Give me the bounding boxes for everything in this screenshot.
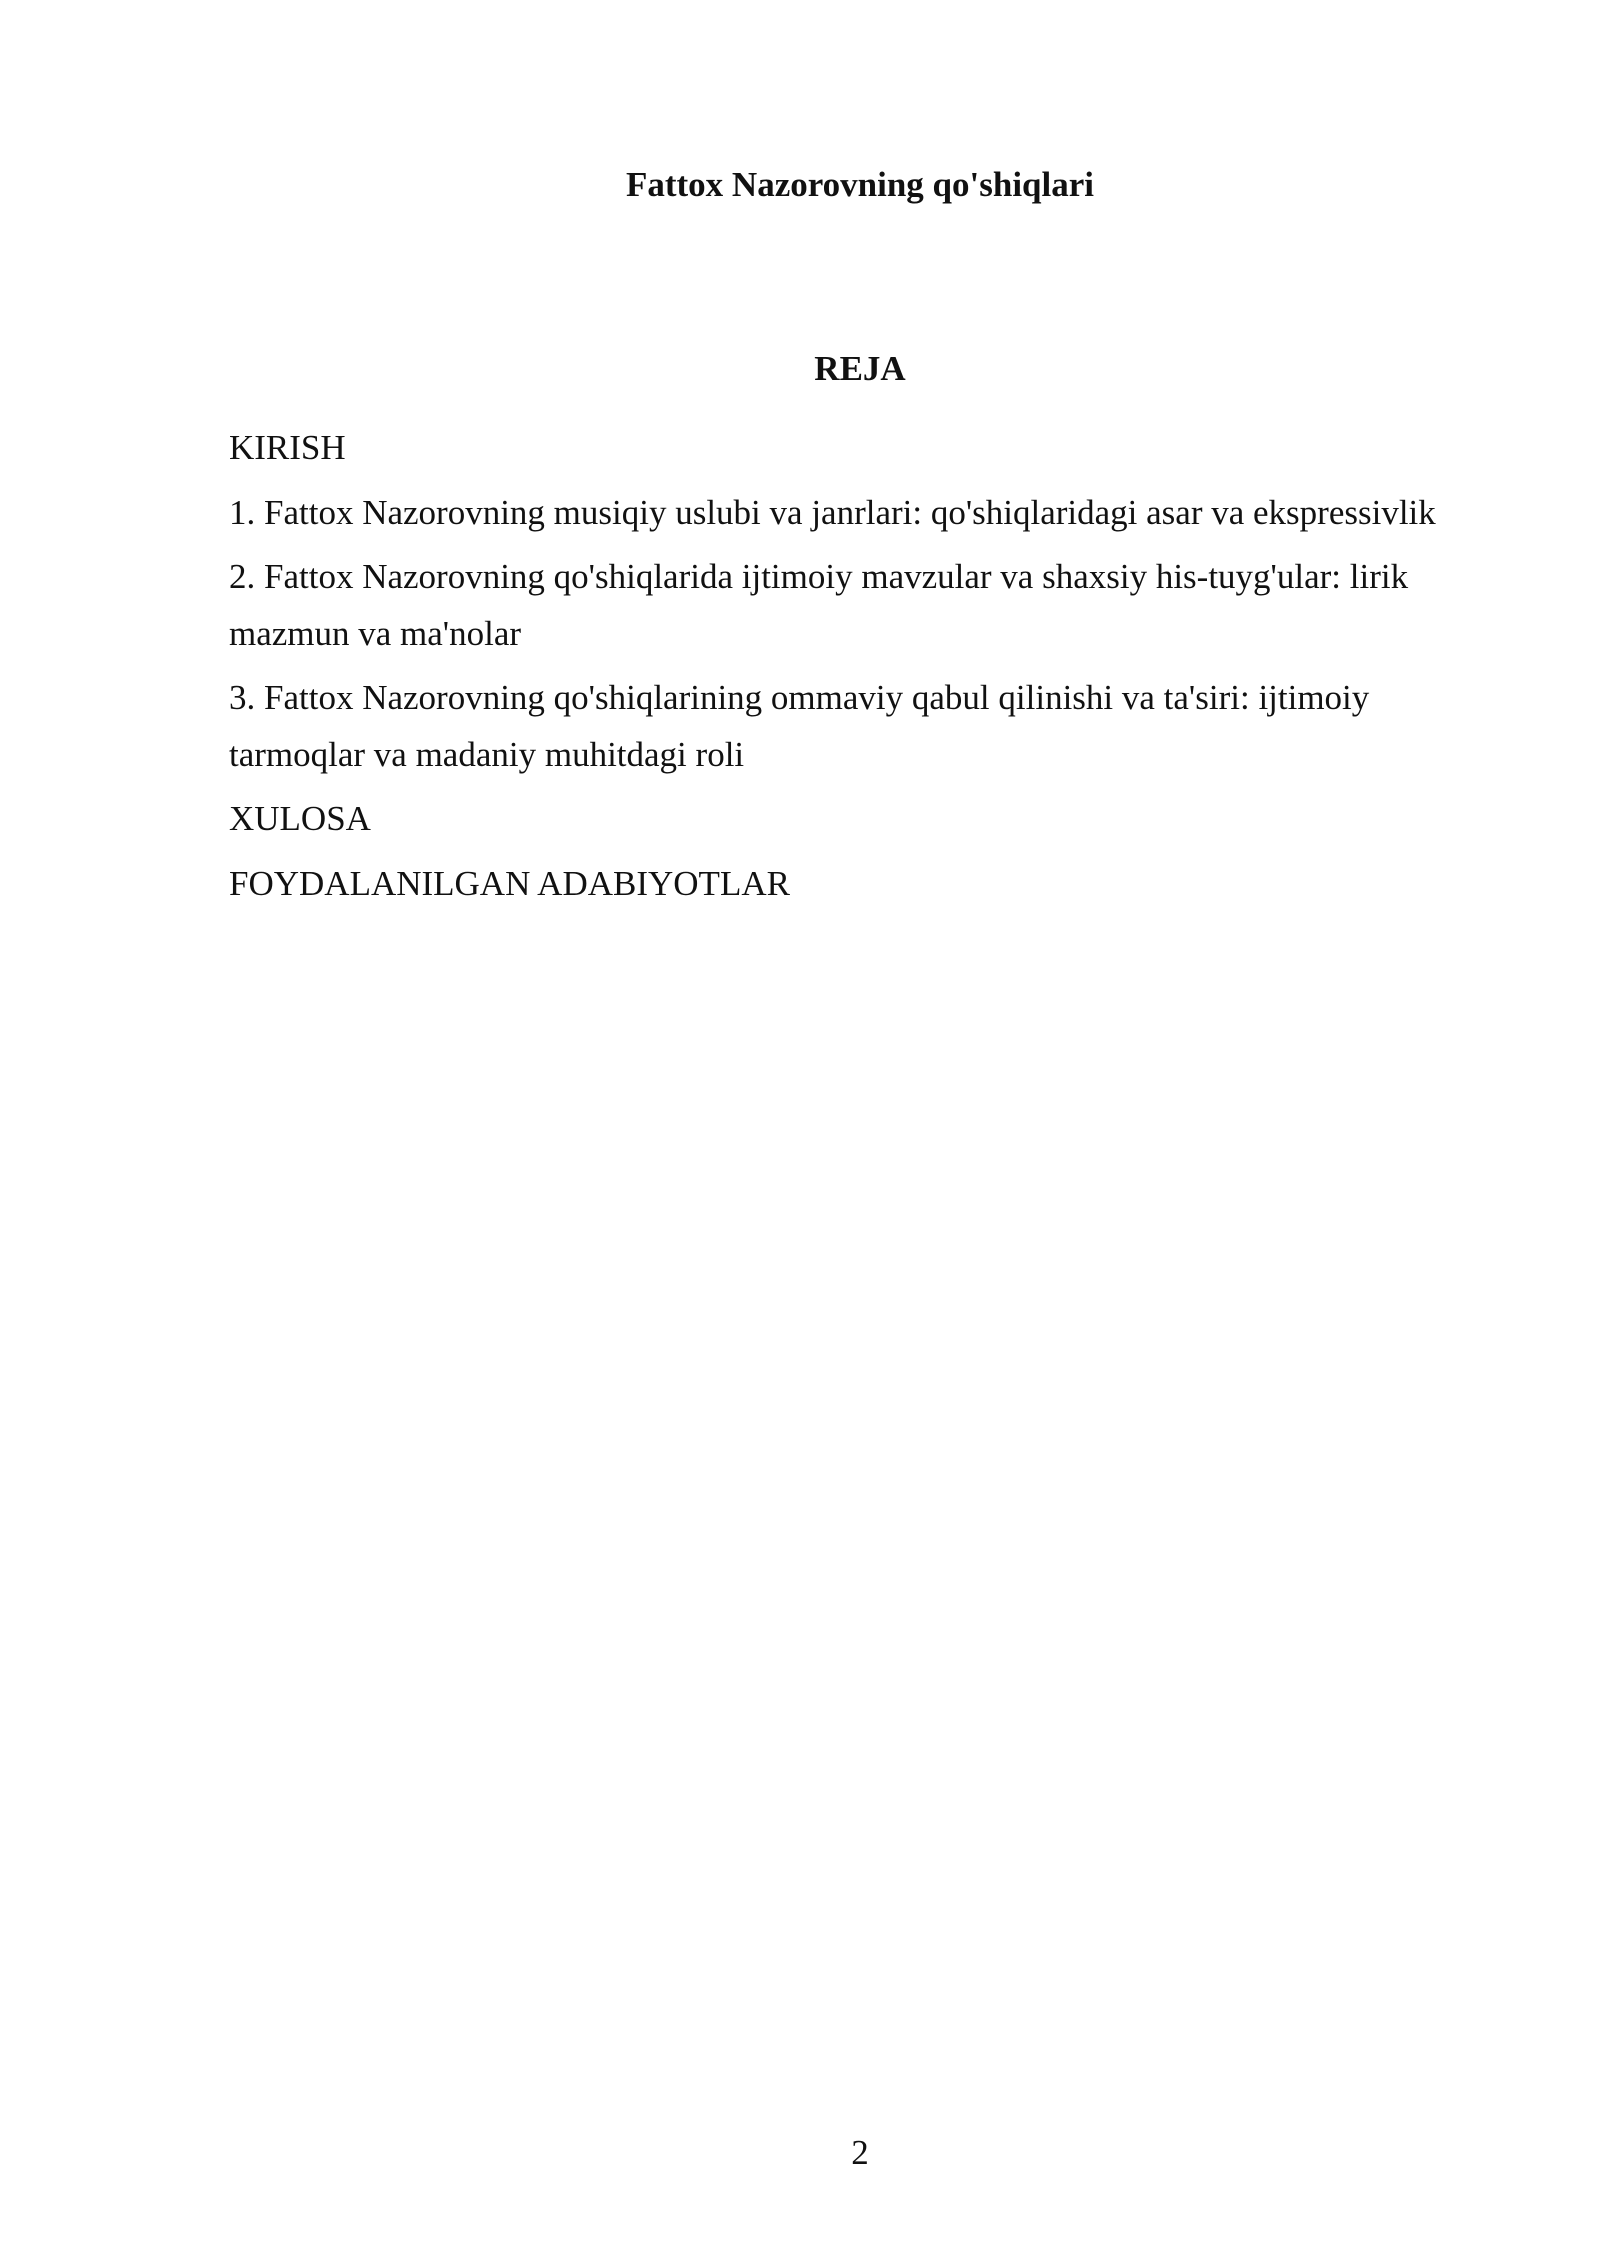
plan-item-conclusion: XULOSA — [229, 799, 371, 838]
plan-list — [229, 420, 1479, 920]
plan-item-2: 2. Fattox Nazorovning qo'shiqlarida ijtimoiy mavzular va shaxsiy his-tuyg'ular: lirik mazmun va ma'nolar — [229, 557, 1409, 653]
page-number: 2 — [851, 2133, 869, 2172]
document-title: Fattox Nazorovning qo'shiqlari — [625, 165, 1094, 204]
plan-item-3: 3. Fattox Nazorovning qo'shiqlarining ommaviy qabul qilinishi va ta'siri: ijtimoiy tarmoqlar va madaniy muhitdagi roli — [229, 678, 1370, 774]
plan-heading: REJA — [814, 349, 906, 388]
plan-item-1: 1. Fattox Nazorovning musiqiy uslubi va janrlari: qo'shiqlaridagi asar va ekspressivlik — [229, 492, 1436, 532]
plan-item-introduction: KIRISH — [229, 428, 346, 467]
plan-item-references: FOYDALANILGAN ADABIYOTLAR — [229, 863, 790, 903]
